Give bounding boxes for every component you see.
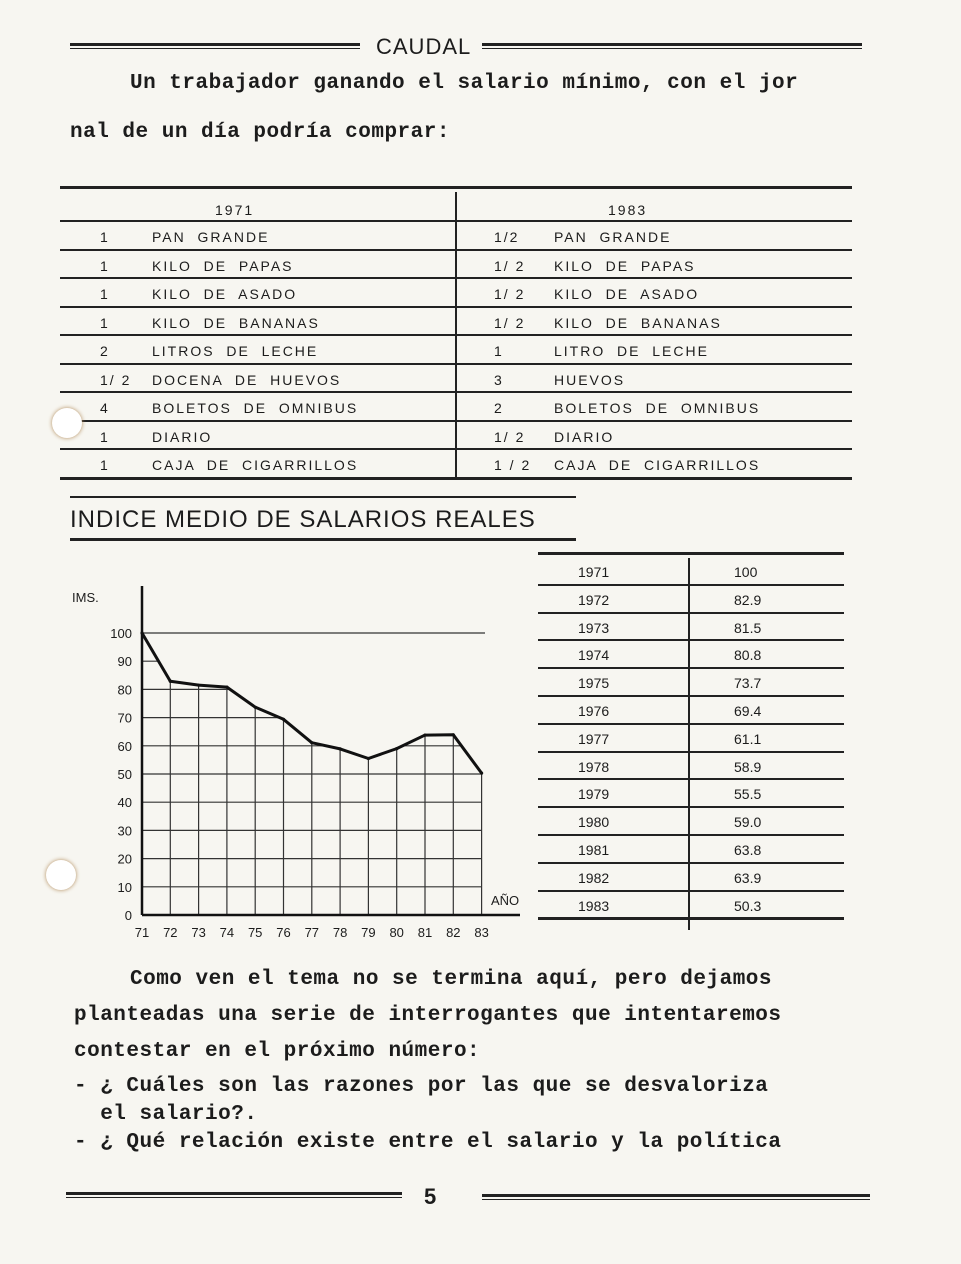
item-1983: KILO DE BANANAS	[554, 314, 722, 331]
index-year: 1980	[578, 814, 610, 831]
magazine-title: CAUDAL	[376, 34, 472, 59]
index-row-rule	[538, 723, 844, 725]
page-number: 5	[424, 1184, 437, 1209]
year-left-header: 1971	[215, 202, 255, 218]
index-year: 1972	[578, 591, 610, 608]
x-tick-label: 79	[361, 925, 376, 940]
index-value: 100	[734, 564, 758, 580]
data-point	[282, 718, 285, 721]
closing-line-3: contestar en el próximo número:	[74, 1040, 481, 1063]
data-point	[339, 747, 342, 750]
index-value: 80.8	[734, 647, 762, 664]
index-year: 1971	[578, 564, 610, 580]
y-tick-label: 20	[117, 851, 132, 867]
index-value: 59.0	[734, 814, 762, 831]
item-1983: LITRO DE LECHE	[554, 343, 709, 359]
qty-1983: 1/ 2	[494, 257, 526, 274]
y-tick-label: 90	[117, 654, 132, 670]
x-tick-label: 81	[417, 925, 433, 940]
x-tick-label: 82	[446, 925, 461, 940]
index-row-rule	[538, 806, 844, 808]
x-tick-label: 74	[219, 925, 235, 940]
footer-rule-right	[482, 1194, 870, 1200]
index-value: 63.8	[734, 842, 762, 858]
purchase-comparison-table	[60, 186, 852, 480]
y-tick-label: 60	[117, 738, 132, 754]
index-row-rule	[538, 917, 844, 920]
item-1971: CAJA DE CIGARRILLOS	[152, 457, 359, 473]
table-top-rule	[60, 186, 852, 189]
index-table-top-rule	[538, 552, 844, 555]
index-row-rule	[538, 834, 844, 836]
index-year: 1979	[578, 786, 610, 803]
index-row-rule	[538, 890, 844, 892]
question-1-line-1: - ¿ Cuáles son las razones por las que se desvaloriza	[74, 1075, 769, 1098]
table-row-rule	[60, 277, 852, 279]
y-tick-label: 30	[117, 823, 132, 839]
item-1983: PAN GRANDE	[554, 229, 672, 245]
index-year: 1982	[578, 869, 610, 886]
punch-hole-upper	[52, 408, 82, 438]
item-1971: KILO DE PAPAS	[152, 257, 294, 274]
table-row-rule	[60, 334, 852, 336]
qty-1971: 4	[100, 400, 110, 416]
data-point	[423, 733, 426, 736]
data-point	[395, 747, 398, 750]
index-row-rule	[538, 639, 844, 641]
index-year: 1974	[578, 647, 610, 664]
header-rule-left	[70, 43, 360, 49]
x-axis-label: AÑO	[491, 893, 520, 908]
index-row-rule	[538, 862, 844, 864]
table-row-rule	[60, 448, 852, 450]
index-row-rule	[538, 612, 844, 614]
index-value: 82.9	[734, 591, 762, 608]
item-1983: HUEVOS	[554, 371, 626, 388]
qty-1983: 1/ 2	[494, 428, 526, 445]
y-tick-label: 10	[117, 879, 132, 895]
table-divider	[455, 192, 457, 480]
x-tick-label: 72	[163, 925, 178, 940]
question-2: - ¿ Qué relación existe entre el salario y la política	[74, 1131, 782, 1154]
qty-1971: 1	[100, 314, 110, 331]
y-tick-label: 50	[117, 767, 132, 782]
x-tick-label: 73	[191, 925, 206, 940]
footer-rule-left	[66, 1192, 402, 1198]
qty-1983: 1 / 2	[494, 457, 532, 473]
qty-1971: 1	[100, 286, 110, 302]
index-value: 73.7	[734, 675, 762, 692]
table-row-rule	[60, 306, 852, 308]
index-table-divider	[688, 558, 690, 930]
x-tick-label: 71	[134, 925, 150, 940]
section-rule-top	[70, 496, 576, 498]
y-tick-label: 100	[110, 626, 132, 641]
data-point	[169, 680, 172, 683]
item-1971: KILO DE ASADO	[152, 286, 298, 302]
section-rule-bottom	[70, 538, 576, 541]
index-year: 1973	[578, 619, 610, 636]
qty-1971: 1	[100, 257, 110, 274]
punch-hole-lower	[46, 860, 76, 890]
qty-1971: 1	[100, 428, 110, 445]
data-point	[254, 706, 257, 709]
index-row-rule	[538, 695, 844, 697]
x-tick-label: 75	[247, 925, 263, 940]
real-wage-index-chart	[0, 560, 520, 950]
index-value: 55.5	[734, 786, 762, 803]
item-1971: LITROS DE LECHE	[152, 343, 319, 359]
qty-1983: 2	[494, 400, 504, 416]
table-bottom-rule	[60, 477, 852, 480]
qty-1971: 1	[100, 457, 110, 473]
item-1971: PAN GRANDE	[152, 229, 270, 245]
table-row-rule	[60, 363, 852, 365]
table-row-rule	[60, 249, 852, 251]
data-point	[140, 631, 143, 634]
qty-1971: 2	[100, 343, 110, 359]
qty-1971: 1	[100, 229, 110, 245]
y-tick-label: 70	[117, 710, 132, 726]
item-1971: BOLETOS DE OMNIBUS	[152, 400, 359, 416]
y-tick-label: 0	[124, 908, 132, 923]
intro-line-2: nal de un día podría comprar:	[70, 121, 450, 144]
item-1983: KILO DE ASADO	[554, 286, 700, 302]
y-tick-label: 40	[117, 795, 132, 811]
index-row-rule	[538, 584, 844, 586]
index-year: 1978	[578, 758, 610, 775]
table-row-rule	[60, 220, 852, 222]
item-1983: BOLETOS DE OMNIBUS	[554, 400, 761, 416]
data-point	[480, 772, 483, 775]
question-1-line-2: el salario?.	[74, 1103, 258, 1126]
x-tick-label: 83	[474, 925, 489, 940]
index-row-rule	[538, 778, 844, 780]
qty-1983: 1/ 2	[494, 314, 526, 331]
item-1983: DIARIO	[554, 428, 615, 445]
index-year: 1976	[578, 703, 610, 719]
index-value: 69.4	[734, 703, 762, 719]
index-value: 58.9	[734, 758, 762, 775]
qty-1983: 1/ 2	[494, 286, 526, 302]
intro-line-1: Un trabajador ganando el salario mínimo, con el jor	[130, 72, 799, 95]
section-title: INDICE MEDIO DE SALARIOS REALES	[70, 506, 536, 533]
item-1983: CAJA DE CIGARRILLOS	[554, 457, 761, 473]
index-year: 1983	[578, 897, 610, 914]
index-value: 63.9	[734, 869, 762, 886]
qty-1983: 3	[494, 371, 504, 388]
item-1971: KILO DE BANANAS	[152, 314, 320, 331]
data-point	[310, 741, 313, 744]
closing-line-1: Como ven el tema no se termina aquí, pero dejamos	[130, 968, 773, 991]
data-point	[452, 733, 455, 736]
header-rule-right	[482, 43, 862, 49]
x-tick-label: 76	[276, 925, 291, 940]
wage-index-table	[538, 552, 844, 930]
index-year: 1977	[578, 730, 610, 747]
index-year: 1981	[578, 842, 610, 858]
data-point	[225, 686, 228, 689]
x-tick-label: 78	[332, 925, 348, 940]
index-row-rule	[538, 667, 844, 669]
index-value: 61.1	[734, 730, 762, 747]
table-row-rule	[60, 420, 852, 422]
x-tick-label: 80	[389, 925, 404, 940]
index-row-rule	[538, 751, 844, 753]
qty-1983: 1/2	[494, 229, 520, 245]
item-1971: DIARIO	[152, 428, 213, 445]
data-point	[197, 684, 200, 687]
data-point	[367, 757, 370, 760]
qty-1971: 1/ 2	[100, 371, 132, 388]
qty-1983: 1	[494, 343, 504, 359]
x-tick-label: 77	[304, 925, 320, 940]
item-1983: KILO DE PAPAS	[554, 257, 696, 274]
year-right-header: 1983	[608, 202, 648, 218]
index-value: 81.5	[734, 619, 762, 636]
closing-line-2: planteadas una serie de interrogantes que intentaremos	[74, 1004, 782, 1027]
y-axis-label: IMS.	[72, 590, 99, 605]
index-year: 1975	[578, 675, 610, 692]
table-row-rule	[60, 391, 852, 393]
y-tick-label: 80	[117, 682, 132, 698]
index-value: 50.3	[734, 897, 762, 914]
item-1971: DOCENA DE HUEVOS	[152, 371, 342, 388]
